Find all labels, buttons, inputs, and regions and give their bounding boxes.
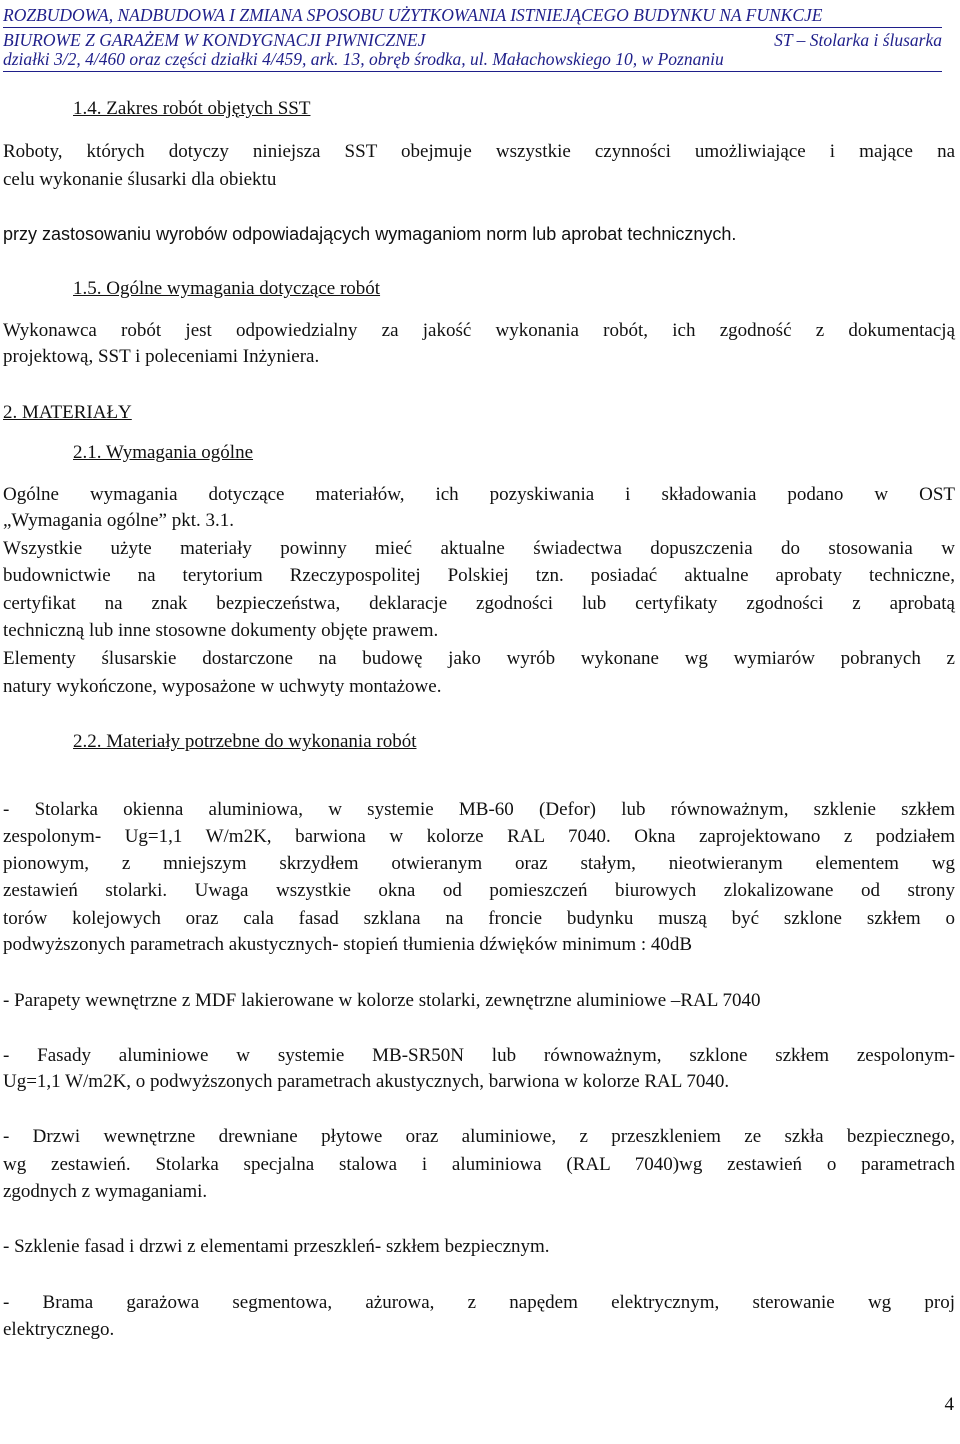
section-2-1-paragraph-line: budownictwie na terytorium Rzeczypospolitej Polskiej tzn. posiadać aktualne aprobaty techniczne, xyxy=(3,565,955,586)
materials-list-item-line: zgodnych z wymaganiami. xyxy=(3,1181,208,1202)
section-2-1-paragraph-line: „Wymagania ogólne” pkt. 3.1. xyxy=(3,510,235,531)
section-1-5-paragraph-line: projektową, SST i poleceniami Inżyniera. xyxy=(3,346,320,367)
materials-list-item-line: wg zestawień. Stolarka specjalna stalowa i aluminiowa (RAL 7040)wg zestawień o parametrach xyxy=(3,1154,955,1175)
section-2-1-heading: 2.1. Wymagania ogólne xyxy=(73,442,254,463)
header-title-line-3: działki 3/2, 4/460 oraz części działki 4/459, ark. 13, obręb środka, ul. Małachowskiego 10, w Poznaniu xyxy=(3,49,724,69)
section-2-1-paragraph-line: certyfikat na znak bezpieczeństwa, deklaracje zgodności lub certyfikaty zgodności z aprobatą xyxy=(3,593,955,614)
materials-list-item-line: pionowym, z mniejszym skrzydłem otwieranym oraz stałym, nieotwieranym elementem wg xyxy=(3,853,955,874)
page-number: 4 xyxy=(944,1394,954,1415)
section-1-4-paragraph-line: przy zastosowaniu wyrobów odpowiadających wymaganiom norm lub aprobat technicznych. xyxy=(3,224,737,244)
materials-list-item-line: - Drzwi wewnętrzne drewniane płytowe oraz aluminiowe, z przeszkleniem ze szkła bezpiecznego, xyxy=(3,1126,955,1147)
header-divider xyxy=(3,71,942,72)
materials-list-item-line: - Stolarka okienna aluminiowa, w systemie MB-60 (Defor) lub równoważnym, szklenie szkłem xyxy=(3,799,955,820)
materials-list-item-line: - Parapety wewnętrzne z MDF lakierowane w kolorze stolarki, zewnętrzne aluminiowe –RAL 7040 xyxy=(3,990,761,1011)
section-2-1-paragraph-line: Ogólne wymagania dotyczące materiałów, ich pozyskiwania i składowania podano w OST xyxy=(3,484,955,505)
materials-list-item-line: torów kolejowych oraz cala fasad szklana na froncie budynku muszą być szklone szkłem o xyxy=(3,908,955,929)
section-2-1-paragraph-line: techniczną lub inne stosowne dokumenty objęte prawem. xyxy=(3,620,439,641)
materials-list-item-line: zespolonym- Ug=1,1 W/m2K, barwiona w kolorze RAL 7040. Okna zaprojektowano z podziałem xyxy=(3,826,955,847)
section-1-4-paragraph-line: celu wykonanie ślusarki dla obiektu xyxy=(3,169,277,190)
section-1-5-heading: 1.5. Ogólne wymagania dotyczące robót xyxy=(73,278,381,299)
materials-list-item-line: elektrycznego. xyxy=(3,1319,115,1340)
materials-list-item-line: - Fasady aluminiowe w systemie MB-SR50N lub równoważnym, szklone szkłem zespolonym- xyxy=(3,1045,955,1066)
section-2-1-paragraph-line: natury wykończone, wyposażone w uchwyty montażowe. xyxy=(3,676,442,697)
materials-list-item-line: zestawień stolarki. Uwaga wszystkie okna od pomieszczeń biurowych zlokalizowane od strony xyxy=(3,880,955,901)
materials-list-item-line: - Szklenie fasad i drzwi z elementami przeszkleń- szkłem bezpiecznym. xyxy=(3,1236,550,1257)
header-line-2-left: BIUROWE Z GARAŻEM W KONDYGNACJI PIWNICZNEJ xyxy=(3,30,426,50)
materials-list-item-line: podwyższonych parametrach akustycznych- stopień tłumienia dźwięków minimum : 40dB xyxy=(3,934,693,955)
section-2-2-heading: 2.2. Materiały potrzebne do wykonania robót xyxy=(73,731,417,752)
materials-list-item-line: - Brama garażowa segmentowa, ażurowa, z napędem elektrycznym, sterowanie wg proj xyxy=(3,1292,955,1313)
header-line-2-right: ST – Stolarka i ślusarka xyxy=(774,30,942,50)
section-1-5-paragraph-line: Wykonawca robót jest odpowiedzialny za jakość wykonania robót, ich zgodność z dokumentacją xyxy=(3,320,955,341)
section-2-heading: 2. MATERIAŁY xyxy=(3,402,132,423)
section-1-4-heading: 1.4. Zakres robót objętych SST xyxy=(73,98,311,119)
header-title-line-1: ROZBUDOWA, NADBUDOWA I ZMIANA SPOSOBU UŻYTKOWANIA ISTNIEJĄCEGO BUDYNKU NA FUNKCJE xyxy=(3,5,823,25)
section-2-1-paragraph-line: Wszystkie użyte materiały powinny mieć aktualne świadectwa dopuszczenia do stosowania w xyxy=(3,538,955,559)
section-1-4-paragraph-line: Roboty, których dotyczy niniejsza SST obejmuje wszystkie czynności umożliwiające i mające na xyxy=(3,141,955,162)
materials-list-item-line: Ug=1,1 W/m2K, o podwyższonych parametrach akustycznych, barwiona w kolorze RAL 7040. xyxy=(3,1071,730,1092)
section-2-1-paragraph-line: Elementy ślusarskie dostarczone na budowę jako wyrób wykonane wg wymiarów pobranych z xyxy=(3,648,955,669)
